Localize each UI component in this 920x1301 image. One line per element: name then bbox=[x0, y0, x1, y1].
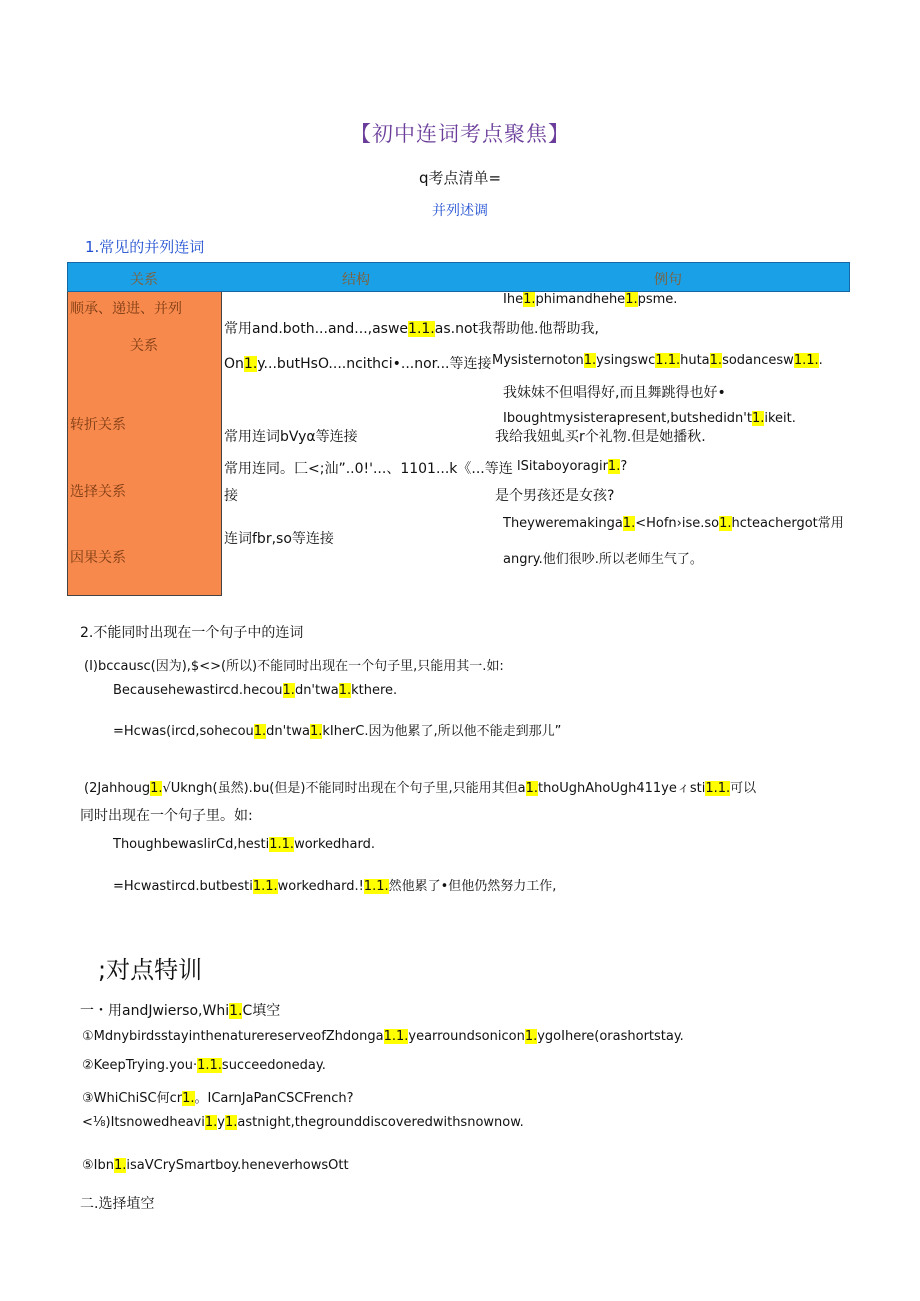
question-1: ①MdnybirdsstayinthenaturereserveofZhdonga1.1.yearroundsonicon1.ygoIhere(orashortstay. bbox=[82, 1029, 684, 1044]
rule-although-line2: 同时出现在一个句子里。如: bbox=[80, 808, 253, 824]
section-heading-1: 1.常见的并列连词 bbox=[85, 238, 205, 256]
section-heading-2: 2.不能同时出现在一个句子中的连词 bbox=[80, 625, 304, 641]
category-coordinate-suffix: 关系 bbox=[130, 338, 158, 354]
practice-heading: ;对点特训 bbox=[98, 956, 203, 984]
example-row3-line1: lSitaboyoragir1.? bbox=[517, 459, 628, 474]
table-header bbox=[67, 262, 850, 292]
category-contrast: 转折关系 bbox=[70, 417, 126, 433]
example-row2-line1: Iboughtmysisterapresent,butshedidn't1.ikeit. bbox=[503, 411, 796, 426]
example-row4-line2: angry.他们很吵.所以老师生气了。 bbox=[503, 552, 703, 567]
example-row1-line1: Ihe1.phimandhehe1.psme. bbox=[503, 292, 678, 307]
question-3: ③WhiChiSC何cr1.。ICarnJaPanCSCFrench? bbox=[82, 1091, 354, 1106]
example-because: Becausehewastircd.hecou1.dn'twa1.kthere. bbox=[113, 683, 398, 698]
example-row1-line3: 我妹妹不但唱得好,而且舞跳得也好• bbox=[503, 385, 726, 401]
example-row4-line1: Theyweremakinga1.<Hofn›ise.so1.hcteachergot常用 bbox=[503, 516, 844, 531]
subtitle: q考点清单= bbox=[418, 169, 502, 187]
rule-because-so: (I)bccausc(因为),$<>(所以)不能同时出现在一个句子里,只能用其一.如: bbox=[84, 659, 504, 674]
question-2: ②KeepTrying.you·1.1.succeedoneday. bbox=[82, 1058, 326, 1073]
structure-row3-line2: 接 bbox=[224, 488, 238, 504]
page-title: 【初中连词考点聚焦】 bbox=[350, 122, 570, 146]
practice-part2: 二.选择埴空 bbox=[80, 1196, 155, 1212]
question-4: <⅛)Itsnowedheavi1.y1.astnight,thegrounddiscoveredwithsnownow. bbox=[82, 1115, 524, 1130]
category-column bbox=[67, 292, 222, 596]
example-but: =Hcwastircd.butbesti1.1.workedhard.!1.1.然他累了•但他仍然努力工作, bbox=[113, 879, 557, 894]
category-coordinate: 顺承、递进、并列 bbox=[70, 301, 182, 317]
rule-although-but: (2Jahhoug1.√Ukngh(虽然).bu(但是)不能同时出现在个句子里,只能用其但a1.thoUghAhoUgh411yeィsti1.1.可以 bbox=[84, 781, 757, 796]
question-5: ⑤Ibn1.isaVCrySmartboy.heneverhowsOtt bbox=[82, 1158, 349, 1173]
example-row1-line2: Mysisternoton1.ysingswc1.1.huta1.sodancesw1.1.. bbox=[492, 353, 823, 368]
example-so: =Hcwas(ircd,sohecou1.dn'twa1.kIherC.因为他累了,所以他不能走到那儿” bbox=[113, 724, 562, 739]
example-though: ThoughbewaslirCd,hesti1.1.workedhard. bbox=[113, 837, 376, 852]
header-structure: 结构 bbox=[342, 272, 370, 288]
structure-row1-line2: On1.y...butHsO....ncithci•...nor...等连接 bbox=[224, 356, 492, 372]
example-row2-line2: 我给我妞虬买r个礼物.但是她播秋. bbox=[495, 429, 706, 445]
header-relation: 关系 bbox=[130, 272, 158, 288]
example-row3-line2: 是个男孩还是女孩? bbox=[495, 488, 615, 504]
category-choice: 选择关系 bbox=[70, 484, 126, 500]
header-example: 例句 bbox=[654, 272, 682, 288]
structure-row1-line1: 常用and.both...and...,aswe1.1.as.not我帮助他.他帮助我, bbox=[224, 321, 599, 337]
structure-row3-line1: 常用连同。匚<;汕”..0!'...、1101...k《...等连 bbox=[224, 461, 513, 477]
structure-row4: 连词fbr,so等连接 bbox=[224, 531, 334, 547]
practice-part1: 一・用andJwierso,Whi1.C填空 bbox=[80, 1003, 281, 1019]
structure-row2: 常用连词bVyα等连接 bbox=[224, 429, 358, 445]
category-cause: 因果关系 bbox=[70, 550, 126, 566]
sub-heading: 并列述调 bbox=[432, 203, 488, 219]
